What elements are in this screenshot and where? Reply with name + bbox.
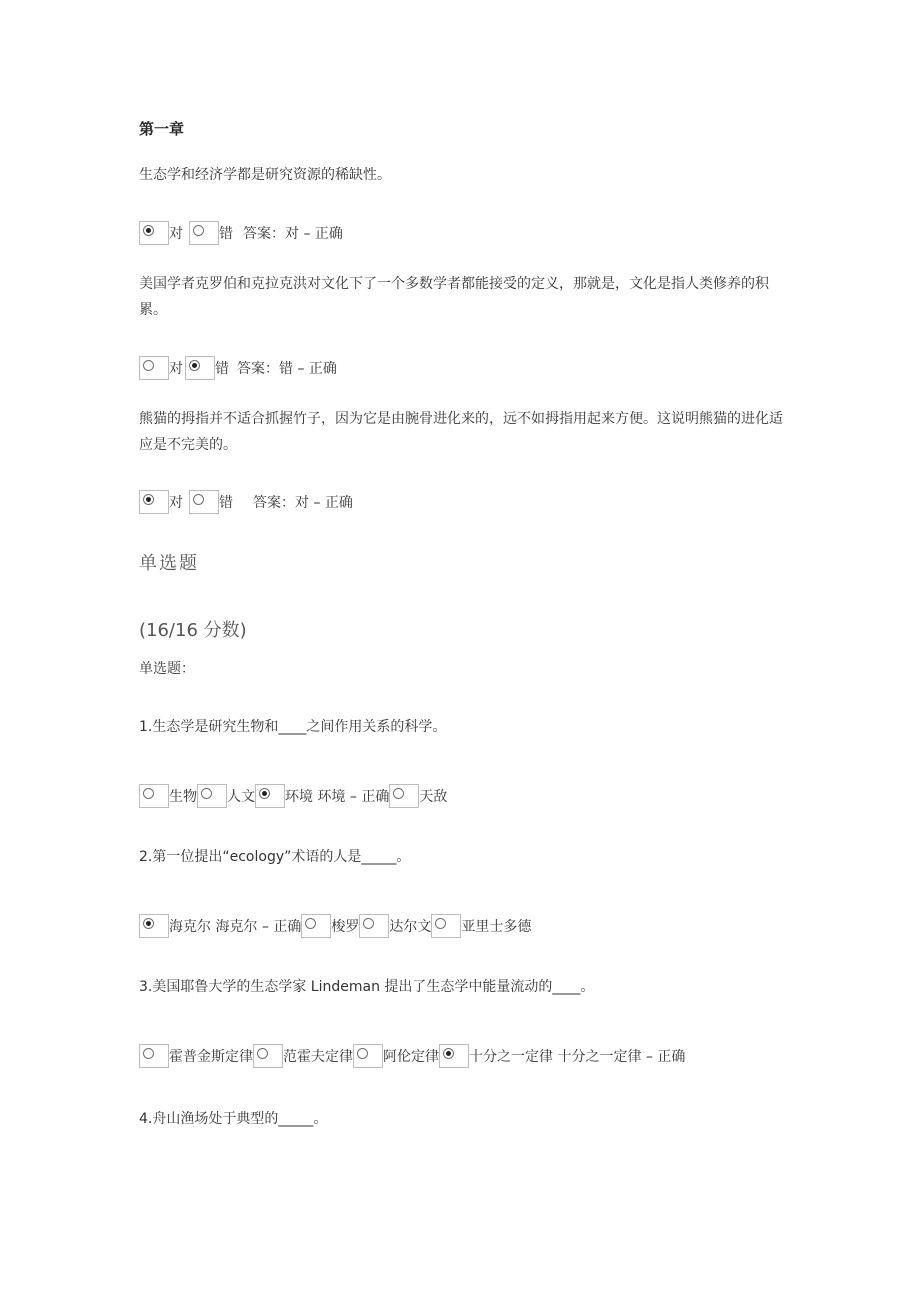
radio-false[interactable] (185, 356, 215, 380)
radio-false[interactable] (189, 221, 219, 245)
option-label: 环境 环境 – 正确 (285, 789, 390, 805)
section-title: 单选题 (139, 553, 199, 574)
option-false-label: 错 (219, 495, 233, 511)
radio-true[interactable] (139, 490, 169, 514)
mc-question-1: 1.生态学是研究生物和____之间作用关系的科学。 (139, 719, 447, 735)
mc-question-4: 4.舟山渔场处于典型的_____。 (139, 1111, 328, 1127)
option-label: 梭罗 (331, 919, 360, 935)
option-label: 霍普金斯定律 (169, 1049, 253, 1065)
radio-true[interactable] (139, 356, 169, 380)
mc-options-row-3 (139, 1043, 685, 1069)
radio-option-3[interactable] (359, 914, 389, 938)
radio-option-1[interactable] (139, 914, 169, 938)
radio-false[interactable] (189, 490, 219, 514)
option-label: 海克尔 海克尔 – 正确 (169, 919, 302, 935)
mc-options-row-1 (139, 783, 447, 809)
radio-option-3[interactable] (353, 1044, 383, 1068)
answer-feedback: 答案：对 – 正确 (253, 495, 353, 511)
radio-option-4[interactable] (431, 914, 461, 938)
option-label: 范霍夫定律 (283, 1049, 353, 1065)
option-label: 阿伦定律 (383, 1049, 439, 1065)
option-true-label: 对 (169, 495, 183, 511)
score-text: (16/16 分数) (139, 620, 247, 641)
option-false-label: 错 (215, 361, 229, 377)
option-label: 天敌 (419, 789, 448, 805)
section-label: 单选题： (139, 661, 195, 677)
radio-true[interactable] (139, 221, 169, 245)
answer-feedback: 答案：错 – 正确 (237, 361, 337, 377)
tf-question-1: 生态学和经济学都是研究资源的稀缺性。 (139, 167, 391, 183)
option-label: 达尔文 (389, 919, 432, 935)
tf-answer-row-3 (139, 489, 353, 515)
mc-options-row-2 (139, 913, 531, 939)
tf-question-3: 熊猫的拇指并不适合抓握竹子，因为它是由腕骨进化来的，远不如拇指用起来方便。这说明熊猫的进化适应是不完美的。 (139, 411, 783, 453)
option-label: 生物 (169, 789, 197, 805)
radio-option-2[interactable] (301, 914, 331, 938)
radio-option-4[interactable] (439, 1044, 469, 1068)
answer-feedback: 答案：对 – 正确 (243, 226, 343, 242)
option-false-label: 错 (219, 226, 233, 242)
option-true-label: 对 (169, 361, 183, 377)
radio-option-2[interactable] (253, 1044, 283, 1068)
radio-option-3[interactable] (255, 784, 285, 808)
radio-option-2[interactable] (197, 784, 227, 808)
mc-question-2: 2.第一位提出“ecology”术语的人是_____。 (139, 849, 411, 865)
option-true-label: 对 (169, 226, 183, 242)
radio-option-4[interactable] (389, 784, 419, 808)
option-label: 人文 (227, 789, 255, 805)
option-label: 亚里士多德 (461, 919, 532, 935)
radio-option-1[interactable] (139, 784, 169, 808)
tf-answer-row-1 (139, 220, 343, 246)
tf-question-2: 美国学者克罗伯和克拉克洪对文化下了一个多数学者都能接受的定义，那就是，文化是指人类修养的积累。 (139, 276, 769, 318)
mc-question-3: 3.美国耶鲁大学的生态学家 Lindeman 提出了生态学中能量流动的____。 (139, 979, 595, 995)
tf-answer-row-2 (139, 355, 337, 381)
chapter-title: 第一章 (139, 120, 185, 138)
option-label: 十分之一定律 十分之一定律 – 正确 (469, 1049, 686, 1065)
radio-option-1[interactable] (139, 1044, 169, 1068)
